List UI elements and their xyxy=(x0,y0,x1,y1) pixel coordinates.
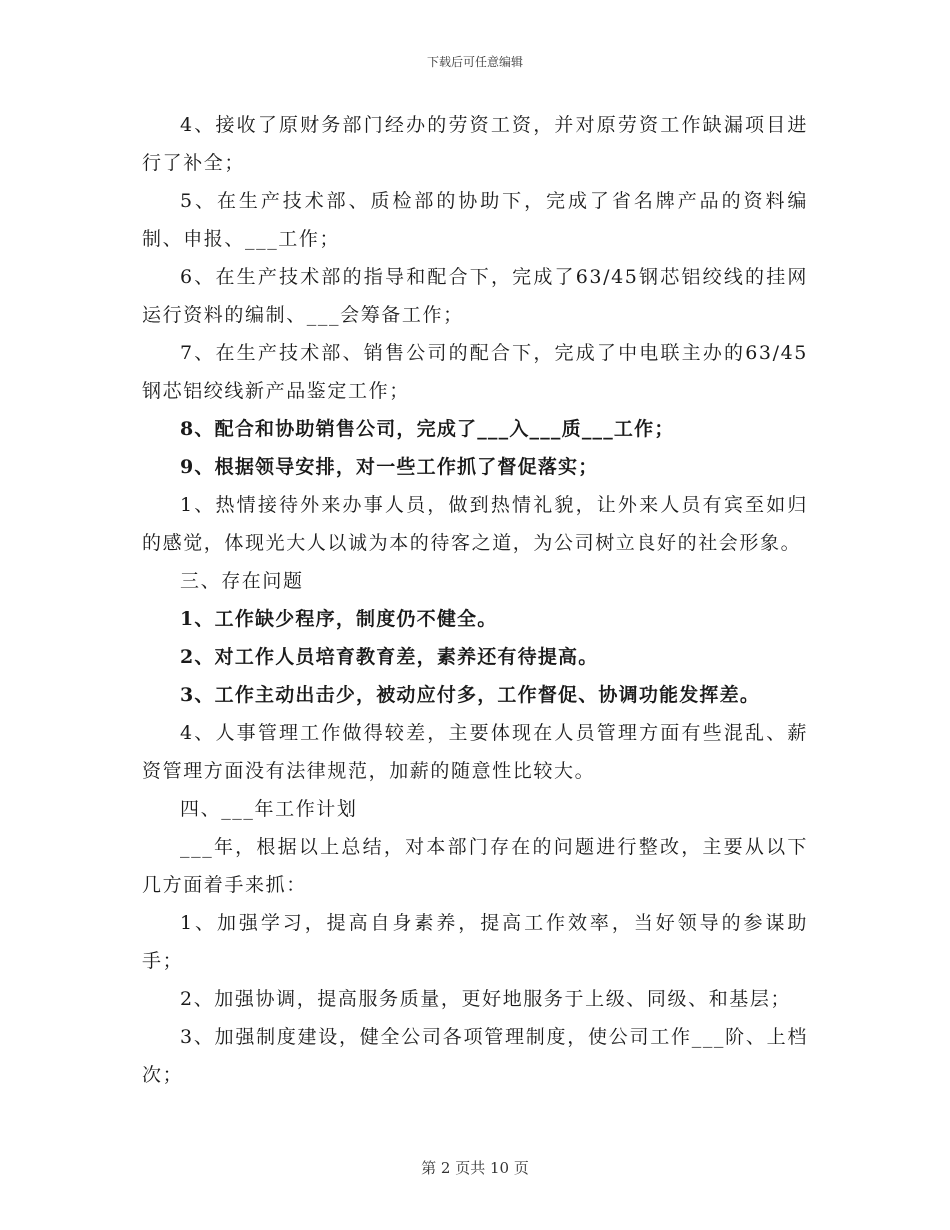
plan-intro: ___年，根据以上总结，对本部门存在的问题进行整改，主要从以下几方面着手来抓： xyxy=(142,836,808,896)
paragraph-item-9-supervision: 9、根据领导安排，对一些工作抓了督促落实； xyxy=(180,456,599,478)
paragraph-item-6-grid: 6、在生产技术部的指导和配合下，完成了63/45钢芯铝绞线的挂网运行资料的编制、___会筹备工作； xyxy=(142,266,808,326)
plan-item-2: 2、加强协调，提高服务质量，更好地服务于上级、同级、和基层； xyxy=(180,988,792,1010)
section-heading-plan: 四、___年工作计划 xyxy=(180,798,358,820)
problem-item-1: 1、工作缺少程序，制度仍不健全。 xyxy=(180,608,498,630)
paragraph-item-5-brand: 5、在生产技术部、质检部的协助下，完成了省名牌产品的资料编制、申报、___工作； xyxy=(142,190,808,250)
plan-item-1: 1、加强学习，提高自身素养，提高工作效率，当好领导的参谋助手； xyxy=(142,912,808,972)
problem-item-3: 3、工作主动出击少，被动应付多，工作督促、协调功能发挥差。 xyxy=(180,684,761,706)
problem-item-2: 2、对工作人员培育教育差，素养还有待提高。 xyxy=(180,646,599,668)
paragraph-reception: 1、热情接待外来办事人员，做到热情礼貌，让外来人员有宾至如归的感觉，体现光大人以诚为本的待客之道，为公司树立良好的社会形象。 xyxy=(142,494,808,554)
document-body xyxy=(142,106,808,1094)
page-header: 下载后可任意编辑 xyxy=(426,55,523,69)
paragraph-item-7-appraisal: 7、在生产技术部、销售公司的配合下，完成了中电联主办的63/45钢芯铝绞线新产品鉴定工作； xyxy=(142,342,808,402)
paragraph-item-4-payroll: 4、接收了原财务部门经办的劳资工资，并对原劳资工作缺漏项目进行了补全； xyxy=(142,114,808,174)
plan-item-3: 3、加强制度建设，健全公司各项管理制度，使公司工作___阶、上档次； xyxy=(142,1026,808,1086)
paragraph-item-8-sales: 8、配合和协助销售公司，完成了___入___质___工作； xyxy=(180,418,675,440)
page-footer: 第 2 页共 10 页 xyxy=(421,1159,529,1177)
problem-item-4: 4、人事管理工作做得较差，主要体现在人员管理方面有些混乱、薪资管理方面没有法律规范，加薪的随意性比较大。 xyxy=(142,722,808,782)
section-heading-problems: 三、存在问题 xyxy=(180,570,304,592)
